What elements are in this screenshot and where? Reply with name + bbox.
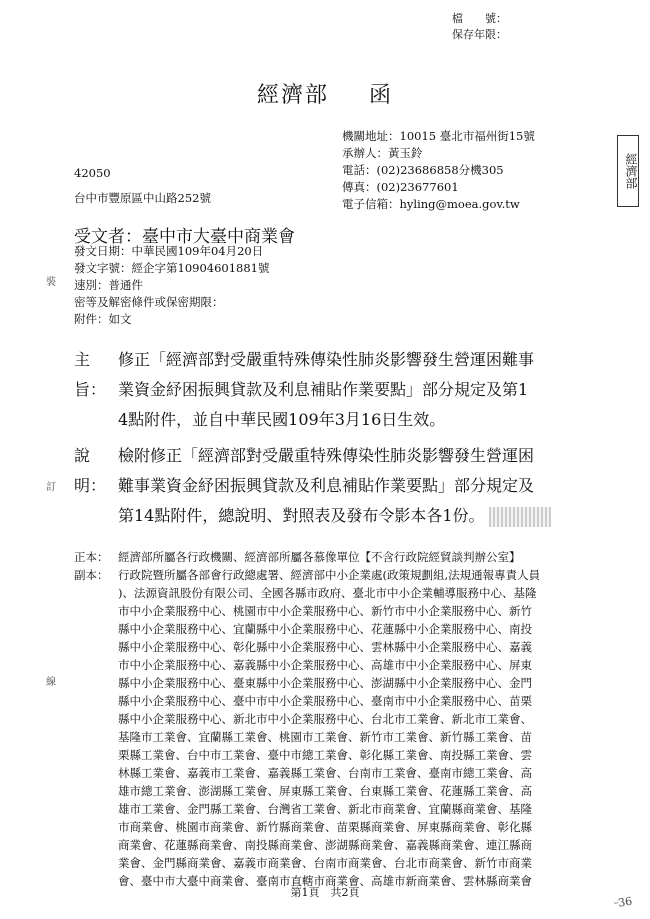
document-type: 函 bbox=[369, 83, 394, 108]
agency-email: 電子信箱：hyling@moea.gov.tw bbox=[342, 197, 520, 211]
copy-recipient-line: 縣中小企業服務中心、彰化縣中小企業服務中心、雲林縣中小企業服務中心、嘉義 bbox=[118, 640, 532, 654]
file-number-label: 檔 號： bbox=[452, 12, 507, 25]
seal-stamp: 經濟部 bbox=[617, 135, 639, 207]
explanation-label: 說明： bbox=[74, 446, 107, 495]
speed-class: 速別：普通件 bbox=[74, 278, 143, 292]
copy-recipient-line: 業會、金門縣商業會、嘉義市商業會、台南市商業會、台北市商業會、新竹市商業 bbox=[118, 856, 532, 870]
recipient-address: 台中市豐原區中山路252號 bbox=[74, 191, 211, 205]
ministry-name: 經濟部 bbox=[256, 83, 329, 108]
explanation-section bbox=[74, 441, 594, 531]
subject-label: 主旨： bbox=[74, 350, 107, 399]
copy-recipient-line: 市中小企業服務中心、嘉義縣中小企業服務中心、高雄市中小企業服務中心、屏東 bbox=[118, 658, 532, 672]
margin-mark-staple: 裝 bbox=[46, 277, 56, 288]
copy-recipient-line: 基隆市工業會、宜蘭縣工業會、桃園市工業會、新竹市工業會、新竹縣工業會、苗 bbox=[118, 730, 532, 744]
agency-fax: 傳真：(02)23677601 bbox=[342, 180, 459, 194]
copy-recipients bbox=[118, 566, 594, 890]
retention-label: 保存年限： bbox=[452, 28, 507, 41]
copy-recipient-line: 縣中小企業服務中心、臺中市中小企業服務中心、臺南市中小企業服務中心、苗栗 bbox=[118, 694, 532, 708]
subject-line: 修正「經濟部對受嚴重特殊傳染性肺炎影響發生營運困難事 bbox=[118, 350, 535, 369]
explanation-line: 檢附修正「經濟部對受嚴重特殊傳染性肺炎影響發生營運困 bbox=[118, 446, 535, 465]
agency-phone: 電話：(02)23686858分機305 bbox=[342, 163, 504, 177]
primary-recipients: 經濟部所屬各行政機關、經濟部所屬各慕像單位【不含行政院經貿談判辦公室】 bbox=[118, 550, 521, 564]
subject-line: 業資金紓困振興貸款及利息補貼作業要點」部分規定及第1 bbox=[118, 380, 529, 399]
issue-number: 發文字號：經企字第10904601881號 bbox=[74, 261, 270, 275]
copies-label: 副本： bbox=[74, 568, 109, 582]
explanation-line: 難事業資金紓困振興貸款及利息補貼作業要點」部分規定及 bbox=[118, 476, 535, 495]
document-title bbox=[0, 78, 650, 109]
agency-handler: 承辦人：黃玉鈴 bbox=[342, 146, 423, 160]
copy-distribution bbox=[74, 566, 594, 890]
agency-info bbox=[342, 128, 535, 213]
recipient: 受文者：臺中市大臺中商業會 bbox=[74, 227, 295, 247]
document-meta bbox=[74, 243, 269, 328]
margin-mark-line: 線 bbox=[46, 677, 56, 688]
copy-recipient-line: 行政院暨所屬各部會行政總處署、經濟部中小企業處(政策規劃組,法規通報專責人員 bbox=[118, 568, 541, 582]
margin-mark-cut: 訂 bbox=[46, 482, 56, 493]
security-level: 密等及解密條件或保密期限： bbox=[74, 295, 224, 309]
page-number: 第1頁 共2頁 bbox=[290, 886, 360, 899]
primary-distribution bbox=[74, 548, 594, 566]
copy-recipient-line: 縣中小企業服務中心、宜蘭縣中小企業服務中心、花蓮縣中小企業服務中心、南投 bbox=[118, 622, 532, 636]
copy-recipient-line: 縣中小企業服務中心、新北市中小企業服務中心、台北市工業會、新北市工業會、 bbox=[118, 712, 532, 726]
subject-line: 4點附件，並自中華民國109年3月16日生效。 bbox=[118, 410, 446, 429]
copy-recipient-line: 林縣工業會、嘉義市工業會、嘉義縣工業會、台南市工業會、臺南市總工業會、高 bbox=[118, 766, 532, 780]
subject-section bbox=[74, 345, 594, 435]
agency-address: 機關地址：10015 臺北市福州街15號 bbox=[342, 129, 535, 143]
copy-recipient-line: 雄市工業會、金門縣工業會、台灣省工業會、新北市商業會、宜蘭縣商業會、基隆 bbox=[118, 802, 532, 816]
recipient-zip: 42050 bbox=[74, 166, 111, 180]
issue-date: 發文日期：中華民國109年04月20日 bbox=[74, 244, 264, 258]
copy-recipient-line: 市中小企業服務中心、桃園市中小企業服務中心、新竹市中小企業服務中心、新竹 bbox=[118, 604, 532, 618]
attachment: 附件：如文 bbox=[74, 312, 132, 326]
handwritten-note: ᵕ36 bbox=[613, 894, 634, 911]
copy-recipient-line: 栗縣工業會、台中市工業會、臺中市總工業會、彰化縣工業會、南投縣工業會、雲 bbox=[118, 748, 532, 762]
primary-label: 正本： bbox=[74, 550, 109, 564]
explanation-line: 第14點附件，總說明、對照表及發布令影本各1份。 bbox=[118, 506, 485, 525]
copy-recipient-line: )、法源資訊股份有限公司、全國各縣市政府、臺北市中小企業輔導服務中心、基隆 bbox=[118, 586, 537, 600]
copy-recipient-line: 縣中小企業服務中心、臺東縣中小企業服務中心、澎湖縣中小企業服務中心、金門 bbox=[118, 676, 532, 690]
copy-recipient-line: 雄市總工業會、澎湖縣工業會、屏東縣工業會、台東縣工業會、花蓮縣工業會、高 bbox=[118, 784, 532, 798]
copy-recipient-line: 會、臺中市大臺中商業會、臺南市直轄市商業會、高雄市新商業會、雲林縣商業會 bbox=[118, 874, 532, 888]
small-stamp bbox=[489, 507, 551, 527]
copy-recipient-line: 市商業會、桃園市商業會、新竹縣商業會、苗栗縣商業會、屏東縣商業會、彰化縣 bbox=[118, 820, 532, 834]
copy-recipient-line: 商業會、花蓮縣商業會、南投縣商業會、澎湖縣商業會、嘉義縣商業會、連江縣商 bbox=[118, 838, 532, 852]
